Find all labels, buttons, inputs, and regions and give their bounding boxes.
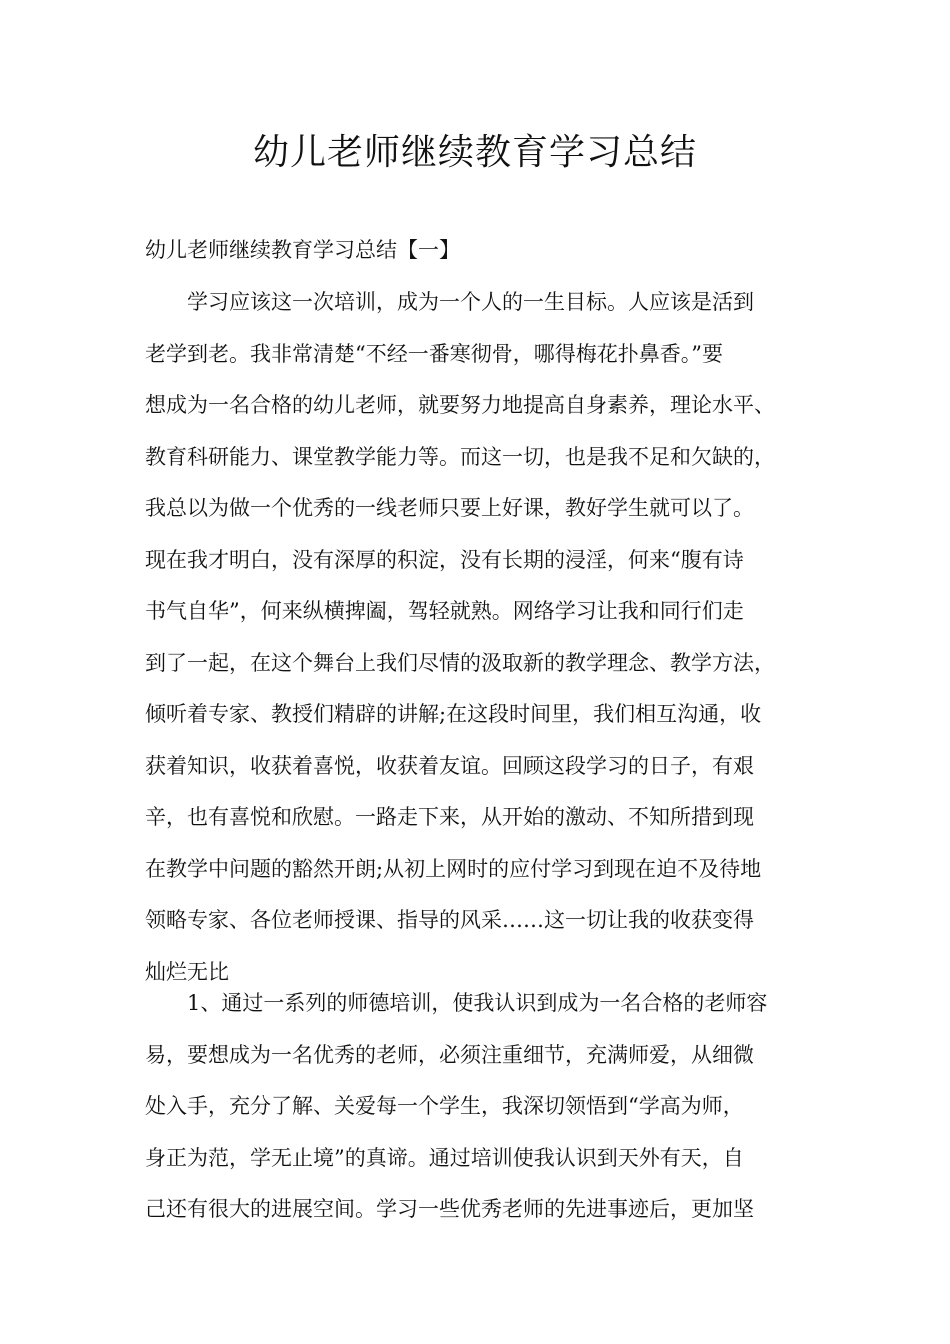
- section-heading: 幼儿老师继续教育学习总结【一】: [145, 238, 460, 262]
- text-line: 灿烂无比: [145, 959, 229, 984]
- text-line: 领略专家、各位老师授课、指导的风采……这一切让我的收获变得: [145, 908, 754, 932]
- text-line: 想成为一名合格的幼儿老师，就要努力地提高自身素养，理论水平、: [145, 393, 775, 417]
- text-line: 获着知识，收获着喜悦，收获着友谊。回顾这段学习的日子，有艰: [145, 753, 754, 778]
- text-line: 现在我才明白，没有深厚的积淀，没有长期的浸淫，何来“腹有诗: [145, 547, 744, 572]
- text-line: 辛，也有喜悦和欣慰。一路走下来，从开始的激动、不知所措到现: [145, 805, 754, 829]
- text-line: 处入手，充分了解、关爱每一个学生，我深切领悟到“学高为师，: [145, 1094, 744, 1118]
- text-line: 1、通过一系列的师德培训，使我认识到成为一名合格的老师容: [145, 991, 768, 1015]
- text-line: 身正为范，学无止境”的真谛。通过培训使我认识到天外有天，自: [145, 1145, 744, 1170]
- text-line: 易，要想成为一名优秀的老师，必须注重细节，充满师爱，从细微: [145, 1042, 754, 1067]
- document-title: 幼儿老师继续教育学习总结: [252, 132, 697, 173]
- text-line: 教育科研能力、课堂教学能力等。而这一切，也是我不足和欠缺的，: [145, 444, 775, 469]
- text-line: 书气自华”，何来纵横捭阖，驾轻就熟。网络学习让我和同行们走: [145, 599, 744, 623]
- text-line: 老学到老。我非常清楚“不经一番寒彻骨，哪得梅花扑鼻香。”要: [145, 341, 723, 366]
- text-line: 在教学中问题的豁然开朗;从初上网时的应付学习到现在迫不及待地: [145, 856, 762, 881]
- paragraph-1: [145, 286, 775, 1007]
- text-line: 我总以为做一个优秀的一线老师只要上好课，教好学生就可以了。: [145, 496, 754, 520]
- text-line: 己还有很大的进展空间。学习一些优秀老师的先进事迹后，更加坚: [145, 1197, 754, 1221]
- paragraph-2: [145, 987, 767, 1245]
- text-line: 学习应该这一次培训，成为一个人的一生目标。人应该是活到: [145, 290, 754, 314]
- text-line: 到了一起，在这个舞台上我们尽情的汲取新的教学理念、教学方法，: [145, 650, 775, 675]
- text-line: 倾听着专家、教授们精辟的讲解;在这段时间里，我们相互沟通，收: [145, 702, 762, 726]
